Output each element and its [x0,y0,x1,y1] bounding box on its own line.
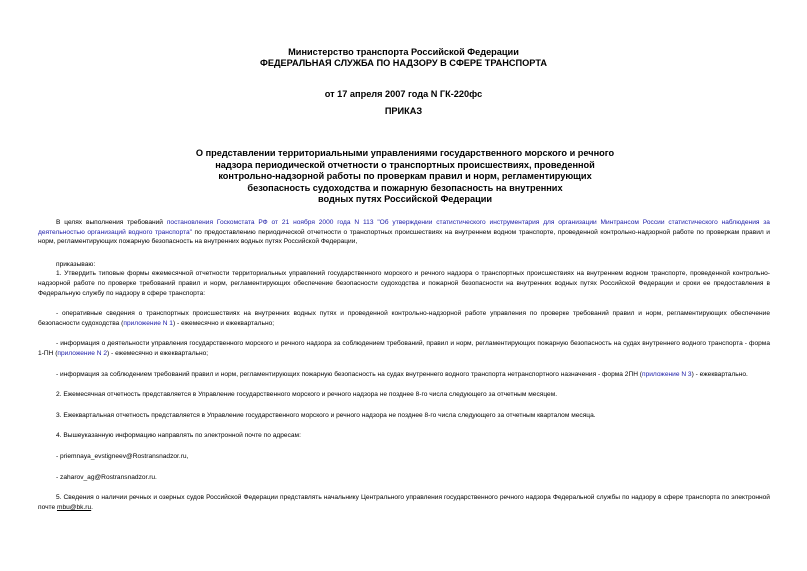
item-3: 3. Ежеквартальная отчетность представляется в Управление государственного морского и речного надзора не позднее 8-го числа следующего за отчетным кварталом месяца. [56,411,596,419]
title-line: водных путях Российской Федерации [317,194,493,205]
item-4: 4. Вышеуказанную информацию направлять по электронной почте по адресам: [56,432,301,440]
title-line: О представлении территориальными управлениями государственного морского и речного [195,148,615,158]
goskomstat-resolution-link[interactable]: постановления Госкомстата РФ от 21 ноября 2000 года N 113 "Об утверждении статистического инструментария для организации Минтрансом России статистического наблюдения за деятельностью организаций водного транспорта" [38,219,770,236]
title-line: контрольно-надзорной работы по проверкам правил и норм, регламентирующих [218,171,592,182]
item-2: 2. Ежемесячная отчетность представляется в Управление государственного морского и речного надзора не позднее 8-го числа следующего за отчетным месяцем. [56,391,558,399]
intro-paragraph: В целях выполнения требований постановления Госкомстата РФ от 21 ноября 2000 года N 113 "Об утверждении статистического инструментария для организации Минтрансом России статистического наблюдения за деятельностью организаций водного транспорта" по предоставлению периодической отчетности о транспортных происшествиях на внутреннем водном транспорте, проведенной контрольно-надзорной работе по проверкам правил и норм, регламентирующих пожарную безопасность на внутренних водных путях Российской Федерации, [38,219,770,246]
appendix-1-link[interactable]: приложение N 1 [123,319,173,327]
sub-item-2: - информация о деятельности управления государственного морского и речного надзора за соблюдением требований, правил и норм, регламентирующих пожарную безопасность на судах внутреннего водного транспорта - форма 1-ПН (приложение N 2) - ежемесячно и ежеквартально; [38,340,770,357]
appendix-2-link[interactable]: приложение N 2 [57,349,108,357]
sub-item-3: - информация за соблюдением требований правил и норм, регламентирующих пожарную безопасность на судах внутреннего водного транспорта нетранспортного назначения - форма 2ПН (приложение N 3) - ежеквартально. [56,370,748,378]
email-address-2: - zaharov_ag@Rostransnadzor.ru. [56,473,157,481]
email-address-1: - priemnaya_evstigneev@Rostransnadzor.ru, [56,452,189,460]
item-1: 1. Утвердить типовые формы ежемесячной отчетности территориальных управлений государственного морского и речного надзора о транспортных происшествиях на внутреннем водном транспорте, проведенной контрольно-надзорной работе по проверке требований правил и норм, регламентирующих обеспечение безопасности судоходства и пожарной безопасности на внутренних водных путях Российской Федерации и сроки ее предоставления в Федеральную службу по надзору в сфере транспорта: [38,270,770,297]
title-line: надзора периодической отчетности о транспортных происшествиях, проведенной [215,159,595,170]
order-word: приказываю: [56,260,96,268]
sub-item-1: - оперативные сведения о транспортных происшествиях на внутренних водных путях и проведенной контрольно-надзорной работе управления по проверке требований правил и норм, регламентирующих обеспечение безопасности судоходства (приложение N 1) - ежемесячно и ежеквартально; [38,310,770,327]
title-line: безопасность судоходства и пожарную безопасность на внутренних [247,182,563,193]
order-date-number: от 17 апреля 2007 года N ГК-220фс [324,89,483,99]
item-5: 5. Сведения о наличии речных и озерных судов Российской Федерации представлять начальнику Центрального управления государственного речного надзора Федеральной службы по надзору в сфере транспорта по электронной почте mbu@bk.ru. [38,494,770,511]
service-name: ФЕДЕРАЛЬНАЯ СЛУЖБА ПО НАДЗОРУ В СФЕРЕ ТРАНСПОРТА [260,58,547,68]
document-type: ПРИКАЗ [384,106,423,116]
document-title [150,148,660,206]
appendix-3-link[interactable]: приложение N 3 [642,370,692,378]
email-link-mbu[interactable]: mbu@bk.ru [56,503,92,511]
document-body [38,218,770,512]
ministry-name: Министерство транспорта Российской Федерации [288,47,519,57]
